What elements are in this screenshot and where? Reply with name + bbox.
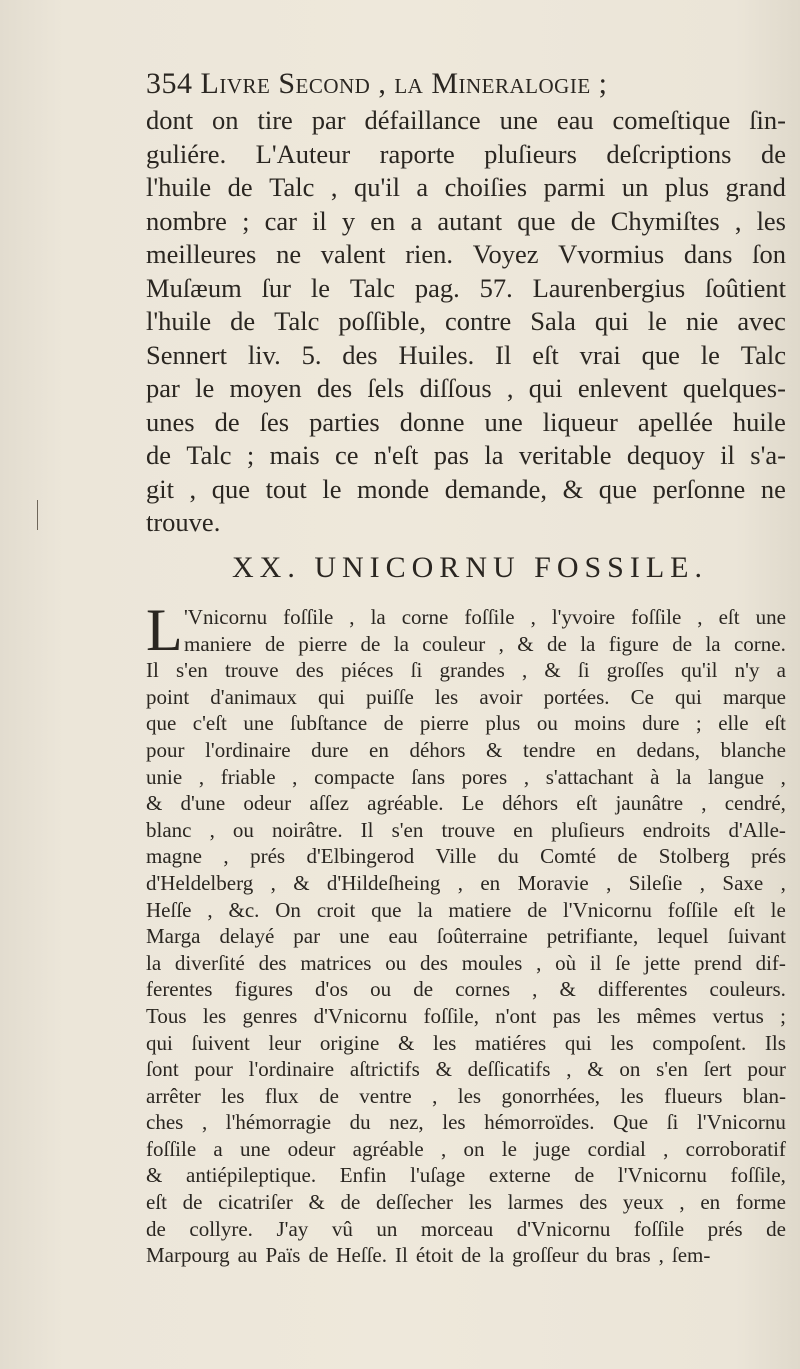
text-line: ches , l'hémorragie du nez, les hémorroïdes. Que ſi l'Vnicornu (146, 1110, 786, 1135)
text-line: foſſile a une odeur agréable , on le juge cordial , corroboratif (146, 1136, 786, 1161)
running-title: Livre Second , la Mineralogie ; (200, 67, 608, 100)
text-line: Heſſe , &c. On croit que la matiere de l'Vnicornu foſſile eſt le (146, 897, 786, 922)
text-line: unes de ſes parties donne une liqueur apellée huile (146, 406, 786, 437)
text-line: trouve. (146, 507, 221, 537)
text-line: dont on tire par défaillance une eau comeſtique ſin- (146, 105, 786, 135)
text-line: par le moyen des ſels diſſous , qui enlevent quelques- (146, 373, 786, 403)
section-title: XX. UNICORNU FOSSILE. (231, 551, 709, 584)
text-line: l'huile de Talc , qu'il a choiſies parmi un plus grand (146, 172, 786, 202)
text-line: Il s'en trouve des piéces ſi grandes , & ſi groſſes qu'il n'y a (146, 658, 786, 683)
drop-cap: L (146, 597, 183, 663)
text-line: la diverſité des matrices ou des moules , où il ſe jette prend dif- (146, 950, 786, 975)
text-line: Marga delayé par une eau ſoûterraine petrifiante, lequel ſuivant (146, 924, 786, 949)
text-line: git , que tout le monde demande, & que perſonne ne (146, 473, 786, 504)
text-line: & antiépileptique. Enfin l'uſage externe de l'Vnicornu foſſile, (146, 1163, 786, 1188)
text-line: nombre ; car il y en a autant que de Chymiſtes , les (146, 205, 786, 236)
text-line: arrêter les flux de ventre , les gonorrhées, les flueurs blan- (146, 1083, 786, 1108)
text-line: de collyre. J'ay vû un morceau d'Vnicornu foſſile prés de (146, 1216, 786, 1241)
text-line: d'Heldelberg , & d'Hildeſheing , en Moravie , Sileſie , Saxe , (146, 870, 786, 895)
text-line: magne , prés d'Elbingerod Ville du Comté de Stolberg prés (146, 844, 786, 869)
text-line: unie , friable , compacte ſans pores , s'attachant à la langue , (146, 764, 786, 789)
text-line: point d'animaux qui puiſſe les avoir portées. Ce qui marque (146, 684, 786, 709)
page-number: 354 (146, 67, 193, 100)
text-line: ſont pour l'ordinaire aſtrictifs & deſſicatifs , & on s'en ſert pour (146, 1057, 786, 1082)
text-line: que c'eſt une ſubſtance de pierre plus ou moins dure ; elle eſt (146, 711, 786, 736)
text-line: l'huile de Talc poſſible, contre Sala qui le nie avec (146, 306, 786, 336)
text-line: eſt de cicatriſer & de deſſecher les larmes des yeux , en forme (146, 1190, 786, 1215)
binding-mark (37, 500, 38, 530)
text-line: meilleures ne valent rien. Voyez Vvormius dans ſon (146, 239, 786, 269)
text-line: guliére. L'Auteur raporte pluſieurs deſcriptions de (146, 138, 786, 169)
text-line: Sennert liv. 5. des Huiles. Il eſt vrai que le Talc (146, 339, 786, 370)
running-header (146, 64, 796, 104)
text-line: Tous les genres d'Vnicornu foſſile, n'ont pas les mêmes vertus ; (146, 1003, 786, 1028)
text-line: de Talc ; mais ce n'eſt pas la veritable dequoy il s'a- (146, 440, 786, 470)
paragraph-unicornu-fossile (146, 597, 786, 1269)
text-line: Marpourg au Païs de Heſſe. Il étoit de la groſſeur du bras , ſem- (146, 1243, 711, 1268)
text-line: 'Vnicornu foſſile , la corne foſſile , l'yvoire foſſile , eſt une (184, 605, 786, 629)
text-line: qui ſuivent leur origine & les matiéres qui les compoſent. Ils (146, 1030, 786, 1055)
paragraph-talc-oil (146, 104, 786, 540)
text-line: & d'une odeur aſſez agréable. Le déhors eſt jaunâtre , cendré, (146, 791, 786, 816)
text-line: blanc , ou noirâtre. Il s'en trouve en pluſieurs endroits d'Alle- (146, 817, 786, 842)
text-line: maniere de pierre de la couleur , & de la figure de la corne. (184, 631, 786, 656)
text-line: Muſæum ſur le Talc pag. 57. Laurenbergius ſoûtient (146, 272, 786, 303)
text-line: pour l'ordinaire dure en déhors & tendre en dedans, blanche (146, 737, 786, 762)
text-line: ferentes figures d'os ou de cornes , & differentes couleurs. (146, 977, 786, 1002)
